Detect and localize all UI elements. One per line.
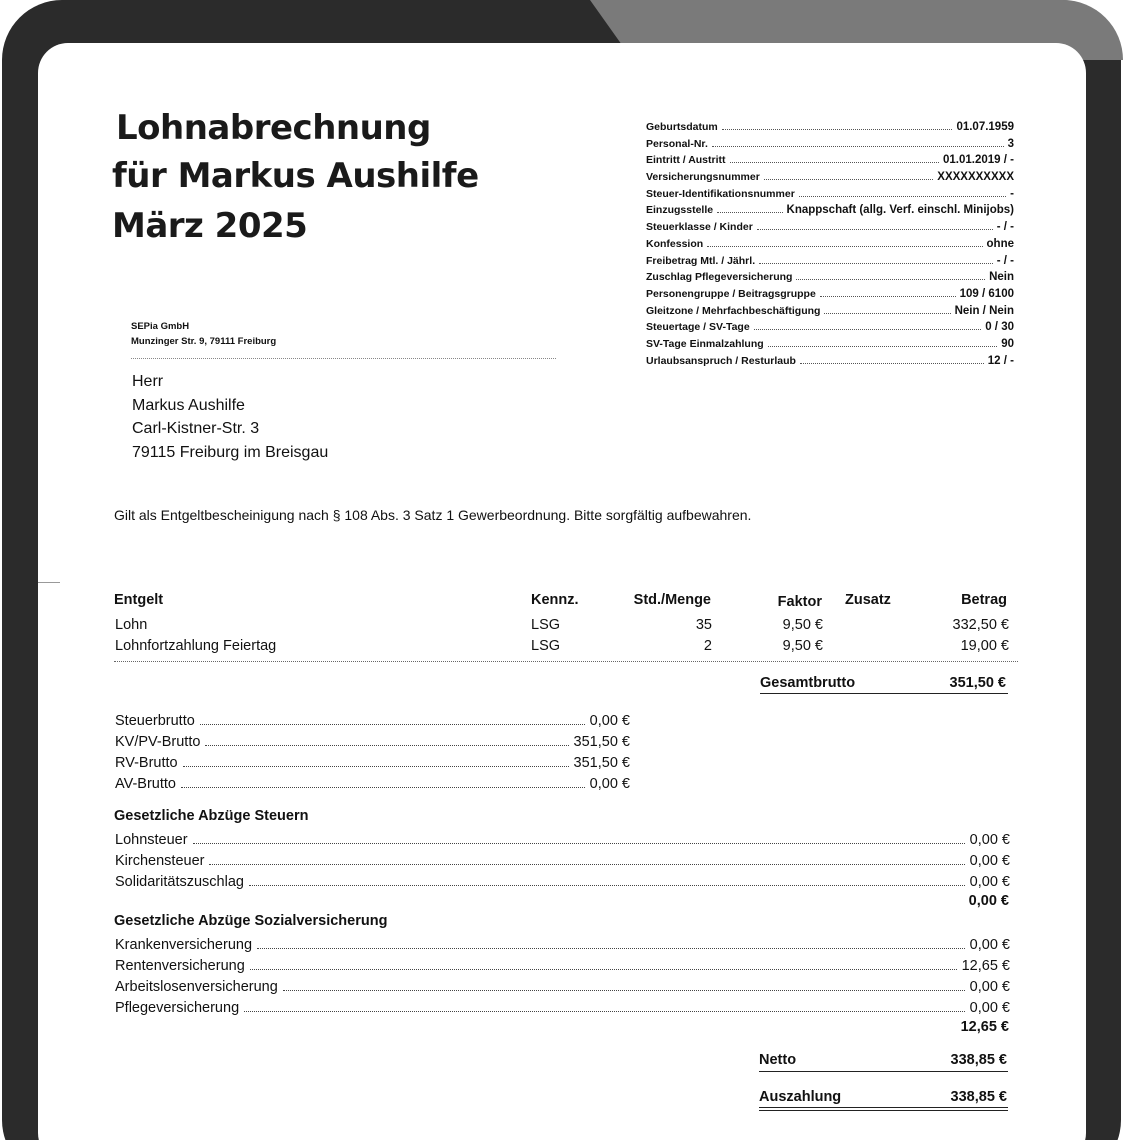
gesamtbrutto-value: 351,50 € <box>949 675 1006 691</box>
recipient-address <box>132 370 328 464</box>
table-row-2-menge: 2 <box>703 638 712 654</box>
info-row <box>646 355 1014 372</box>
leader-dots <box>722 121 953 130</box>
steuerbrutto-value: 0,00 € <box>589 713 630 729</box>
info-row <box>646 255 1014 272</box>
leader-dots <box>799 188 1006 197</box>
leader-dots <box>730 154 939 163</box>
auszahlung-underline-2 <box>759 1110 1008 1111</box>
auszahlung-underline-1 <box>759 1107 1008 1108</box>
pflegeversicherung-row <box>115 1000 1010 1016</box>
steuerbrutto-label: Steuerbrutto <box>115 713 195 729</box>
doc-title-name: für Markus Aushilfe <box>112 156 479 196</box>
leader-dots <box>712 138 1004 147</box>
info-label: Geburtsdatum <box>646 121 718 133</box>
leader-dots <box>768 338 998 347</box>
kvpv-brutto-value: 351,50 € <box>573 734 630 750</box>
info-value: 3 <box>1007 137 1014 150</box>
netto-underline <box>759 1071 1008 1072</box>
info-label: Steuerklasse / Kinder <box>646 221 753 234</box>
info-label: Eintritt / Austritt <box>646 154 726 167</box>
info-label: Versicherungsnummer <box>646 171 760 184</box>
leader-dots <box>183 756 569 767</box>
info-row <box>646 188 1014 205</box>
lohnsteuer-label: Lohnsteuer <box>115 832 188 848</box>
info-value: XXXXXXXXXX <box>937 171 1014 184</box>
sozial-total: 12,65 € <box>960 1019 1009 1035</box>
info-value: 90 <box>1001 337 1014 350</box>
info-row <box>646 121 1014 138</box>
kvpv-brutto-label: KV/PV-Brutto <box>115 734 201 750</box>
table-row-2-entgelt: Lohnfortzahlung Feiertag <box>115 638 277 654</box>
leader-dots <box>754 321 982 330</box>
auszahlung-label: Auszahlung <box>759 1089 842 1105</box>
info-row <box>646 204 1014 221</box>
info-value: - / - <box>996 221 1014 234</box>
netto-value: 338,85 € <box>950 1052 1007 1068</box>
legal-note: Gilt als Entgeltbescheinigung nach § 108 Abs. 3 Satz 1 Gewerbeordnung. Bitte sorgfältig aufbewahren. <box>114 507 752 523</box>
leader-dots <box>759 255 993 264</box>
kvpv-brutto-row <box>115 734 630 750</box>
av-brutto-row <box>115 776 630 792</box>
leader-dots <box>283 980 965 991</box>
lohnsteuer-row <box>115 832 1010 848</box>
table-row-1-faktor: 9,50 € <box>782 617 823 633</box>
rentenversicherung-value: 12,65 € <box>961 958 1010 974</box>
info-value: ohne <box>986 237 1014 250</box>
info-label: SV-Tage Einmalzahlung <box>646 337 764 350</box>
av-brutto-label: AV-Brutto <box>115 776 176 792</box>
kirchensteuer-row <box>115 853 1010 869</box>
recipient-salutation: Herr <box>132 373 164 390</box>
rentenversicherung-row <box>115 958 1010 974</box>
rv-brutto-label: RV-Brutto <box>115 755 178 771</box>
leader-dots <box>796 271 985 280</box>
rv-brutto-row <box>115 755 630 771</box>
gesamtbrutto-label: Gesamtbrutto <box>760 675 856 691</box>
leader-dots <box>824 305 950 314</box>
leader-dots <box>764 171 933 180</box>
info-value: Knappschaft (allg. Verf. einschl. Minijobs) <box>786 204 1014 217</box>
info-row <box>646 288 1014 305</box>
info-row <box>646 271 1014 288</box>
rv-brutto-value: 351,50 € <box>573 755 630 771</box>
gesamtbrutto-underline <box>760 693 1008 694</box>
steuerbrutto-row <box>115 713 630 729</box>
table-row-1-menge: 35 <box>695 617 712 633</box>
company-name: SEPia GmbH <box>131 321 190 332</box>
info-row <box>646 171 1014 188</box>
pflegeversicherung-label: Pflegeversicherung <box>115 1000 240 1016</box>
leader-dots <box>250 959 957 970</box>
info-label: Konfession <box>646 237 704 250</box>
auszahlung-value: 338,85 € <box>950 1089 1007 1105</box>
arbeitslosenversicherung-value: 0,00 € <box>969 979 1010 995</box>
col-header-kennz: Kennz. <box>531 592 579 608</box>
leader-dots <box>249 875 965 886</box>
leader-dots <box>757 221 993 230</box>
leader-dots <box>244 1001 965 1012</box>
table-divider <box>114 661 1018 662</box>
employee-info-block <box>646 121 1014 371</box>
recipient-street: Carl-Kistner-Str. 3 <box>132 420 260 437</box>
address-divider <box>131 358 556 359</box>
company-address: Munzinger Str. 9, 79111 Freiburg <box>131 336 277 347</box>
company-block <box>131 319 276 349</box>
rentenversicherung-label: Rentenversicherung <box>115 958 245 974</box>
info-value: - <box>1010 187 1014 200</box>
table-row-1-betrag: 332,50 € <box>952 617 1009 633</box>
fold-mark <box>38 582 60 583</box>
info-label: Urlaubsanspruch / Resturlaub <box>646 354 796 367</box>
table-row-2-betrag: 19,00 € <box>960 638 1009 654</box>
info-label: Personal-Nr. <box>646 137 708 150</box>
info-label: Gleitzone / Mehrfachbeschäftigung <box>646 304 821 317</box>
krankenversicherung-value: 0,00 € <box>969 937 1010 953</box>
krankenversicherung-label: Krankenversicherung <box>115 937 253 953</box>
info-row <box>646 338 1014 355</box>
recipient-city: 79115 Freiburg im Breisgau <box>132 443 329 461</box>
info-label: Freibetrag Mtl. / Jährl. <box>646 254 756 267</box>
info-value: 01.07.1959 <box>956 121 1014 133</box>
leader-dots <box>209 854 964 865</box>
leader-dots <box>181 777 585 788</box>
info-label: Personengruppe / Beitragsgruppe <box>646 287 816 300</box>
soli-value: 0,00 € <box>969 874 1010 890</box>
leader-dots <box>707 238 982 247</box>
pflegeversicherung-value: 0,00 € <box>969 1000 1010 1016</box>
kirchensteuer-label: Kirchensteuer <box>115 853 205 869</box>
kirchensteuer-value: 0,00 € <box>969 853 1010 869</box>
info-label: Steuertage / SV-Tage <box>646 321 750 334</box>
info-value: Nein <box>989 271 1014 284</box>
leader-dots <box>257 938 965 949</box>
table-row-1-kennz: LSG <box>531 617 561 633</box>
info-row <box>646 138 1014 155</box>
info-label: Einzugsstelle <box>646 204 714 217</box>
leader-dots <box>200 714 585 725</box>
lohnsteuer-value: 0,00 € <box>969 832 1010 848</box>
doc-title: Lohnabrechnung <box>116 108 431 148</box>
info-row <box>646 154 1014 171</box>
leader-dots <box>205 735 568 746</box>
section-heading-steuern: Gesetzliche Abzüge Steuern <box>114 808 309 824</box>
info-value: 01.01.2019 / - <box>943 154 1014 167</box>
info-row <box>646 238 1014 255</box>
arbeitslosenversicherung-label: Arbeitslosenversicherung <box>115 979 278 995</box>
arbeitslosenversicherung-row <box>115 979 1010 995</box>
info-value: - / - <box>996 254 1014 267</box>
table-row-1-entgelt: Lohn <box>115 617 148 633</box>
leader-dots <box>820 288 956 297</box>
col-header-entgelt: Entgelt <box>114 592 164 608</box>
av-brutto-value: 0,00 € <box>589 776 630 792</box>
recipient-name: Markus Aushilfe <box>132 396 245 414</box>
steuern-total: 0,00 € <box>968 893 1009 909</box>
krankenversicherung-row <box>115 937 1010 953</box>
info-value: 109 / 6100 <box>959 287 1014 300</box>
leader-dots <box>193 833 965 844</box>
info-label: Steuer-Identifikationsnummer <box>646 187 795 200</box>
info-row <box>646 305 1014 322</box>
doc-title-period: März 2025 <box>112 206 308 246</box>
info-row <box>646 221 1014 238</box>
netto-label: Netto <box>759 1052 797 1068</box>
info-value: 0 / 30 <box>985 321 1014 334</box>
section-heading-sozialversicherung: Gesetzliche Abzüge Sozialversicherung <box>114 913 388 929</box>
soli-label: Solidaritätszuschlag <box>115 874 244 890</box>
col-header-menge: Std./Menge <box>633 592 711 608</box>
leader-dots <box>800 355 984 364</box>
info-row <box>646 321 1014 338</box>
info-value: 12 / - <box>987 354 1014 367</box>
table-row-2-faktor: 9,50 € <box>782 638 823 654</box>
col-header-betrag: Betrag <box>961 592 1007 608</box>
info-label: Zuschlag Pflegeversicherung <box>646 271 793 284</box>
leader-dots <box>717 204 782 213</box>
col-header-faktor: Faktor <box>777 594 822 610</box>
soli-row <box>115 874 1010 890</box>
info-value: Nein / Nein <box>954 304 1014 317</box>
table-row-2-kennz: LSG <box>531 638 561 654</box>
col-header-zusatz: Zusatz <box>845 592 891 608</box>
